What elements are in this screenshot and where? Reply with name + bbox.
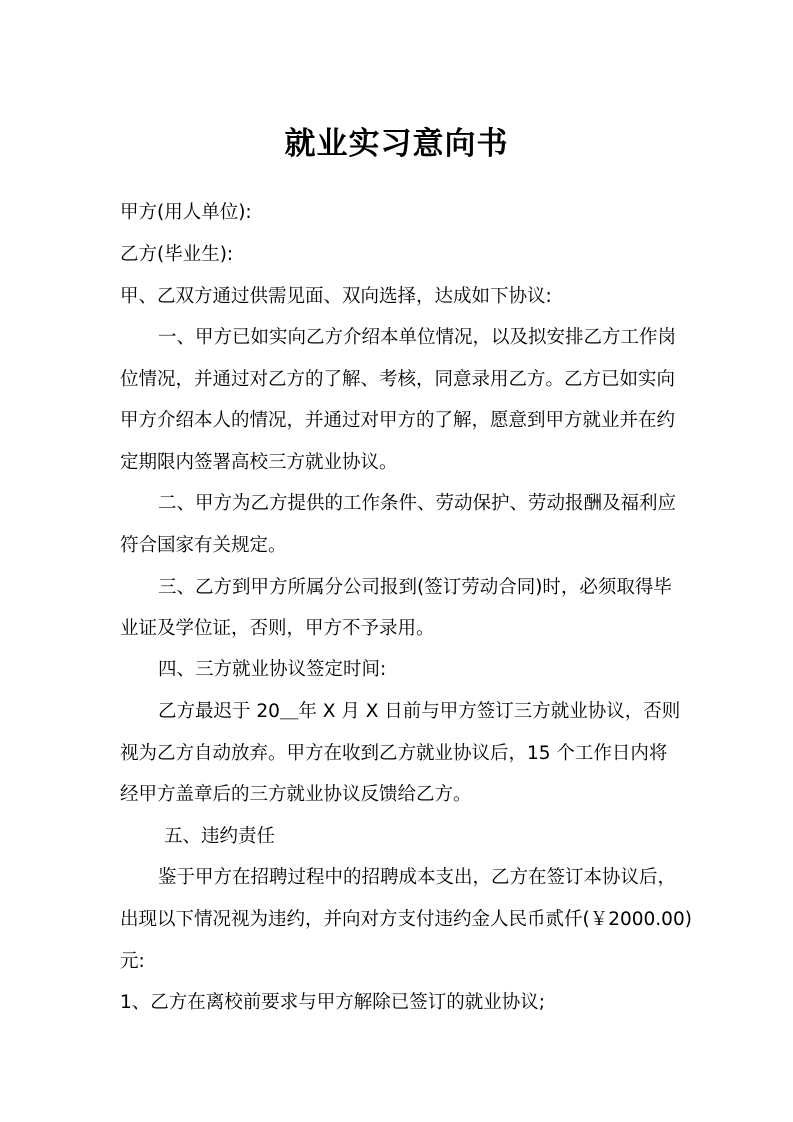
clause-1-line-4: 定期限内签署高校三方就业协议。 <box>120 452 398 473</box>
breach-item-1: 1、乙方在离校前要求与甲方解除已签订的就业协议; <box>120 992 546 1013</box>
clause-1-line-1: 一、甲方已如实向乙方介绍本单位情况，以及拟安排乙方工作岗 <box>158 327 677 348</box>
clause-4-heading: 四、三方就业协议签定时间: <box>158 659 387 680</box>
clause-4-line-2: 视为乙方自动放弃。甲方在收到乙方就业协议后，15 个工作日内将 <box>120 743 668 764</box>
party-a-line: 甲方(用人单位): <box>120 202 252 223</box>
clause-4-line-1: 乙方最迟于 20＿年 X 月 X 日前与甲方签订三方就业协议，否则 <box>158 701 681 722</box>
clause-2-line-1: 二、甲方为乙方提供的工作条件、劳动保护、劳动报酬及福利应 <box>158 493 677 514</box>
clause-3-line-1: 三、乙方到甲方所属分公司报到(签订劳动合同)时，必须取得毕 <box>158 577 672 598</box>
clause-2-line-2: 符合国家有关规定。 <box>120 535 287 556</box>
clause-1-line-3: 甲方介绍本人的情况，并通过对甲方的了解，愿意到甲方就业并在约 <box>120 410 676 431</box>
clause-4-line-3: 经甲方盖章后的三方就业协议反馈给乙方。 <box>120 784 472 805</box>
agreement-intro: 甲、乙双方通过供需见面、双向选择，达成如下协议: <box>120 286 552 307</box>
clause-3-line-2: 业证及学位证，否则，甲方不予录用。 <box>120 618 435 639</box>
clause-5-heading: 五、违约责任 <box>164 826 276 847</box>
clause-1-line-2: 位情况，并通过对乙方的了解、考核，同意录用乙方。乙方已如实向 <box>120 369 676 390</box>
clause-5-line-3: 元: <box>120 951 145 972</box>
party-b-line: 乙方(毕业生): <box>120 244 234 265</box>
document-title: 就业实习意向书 <box>284 126 509 162</box>
clause-5-line-1: 鉴于甲方在招聘过程中的招聘成本支出，乙方在签订本协议后， <box>158 867 677 888</box>
clause-5-line-2: 出现以下情况视为违约，并向对方支付违约金人民币贰仟(￥2000.00) <box>120 909 692 930</box>
